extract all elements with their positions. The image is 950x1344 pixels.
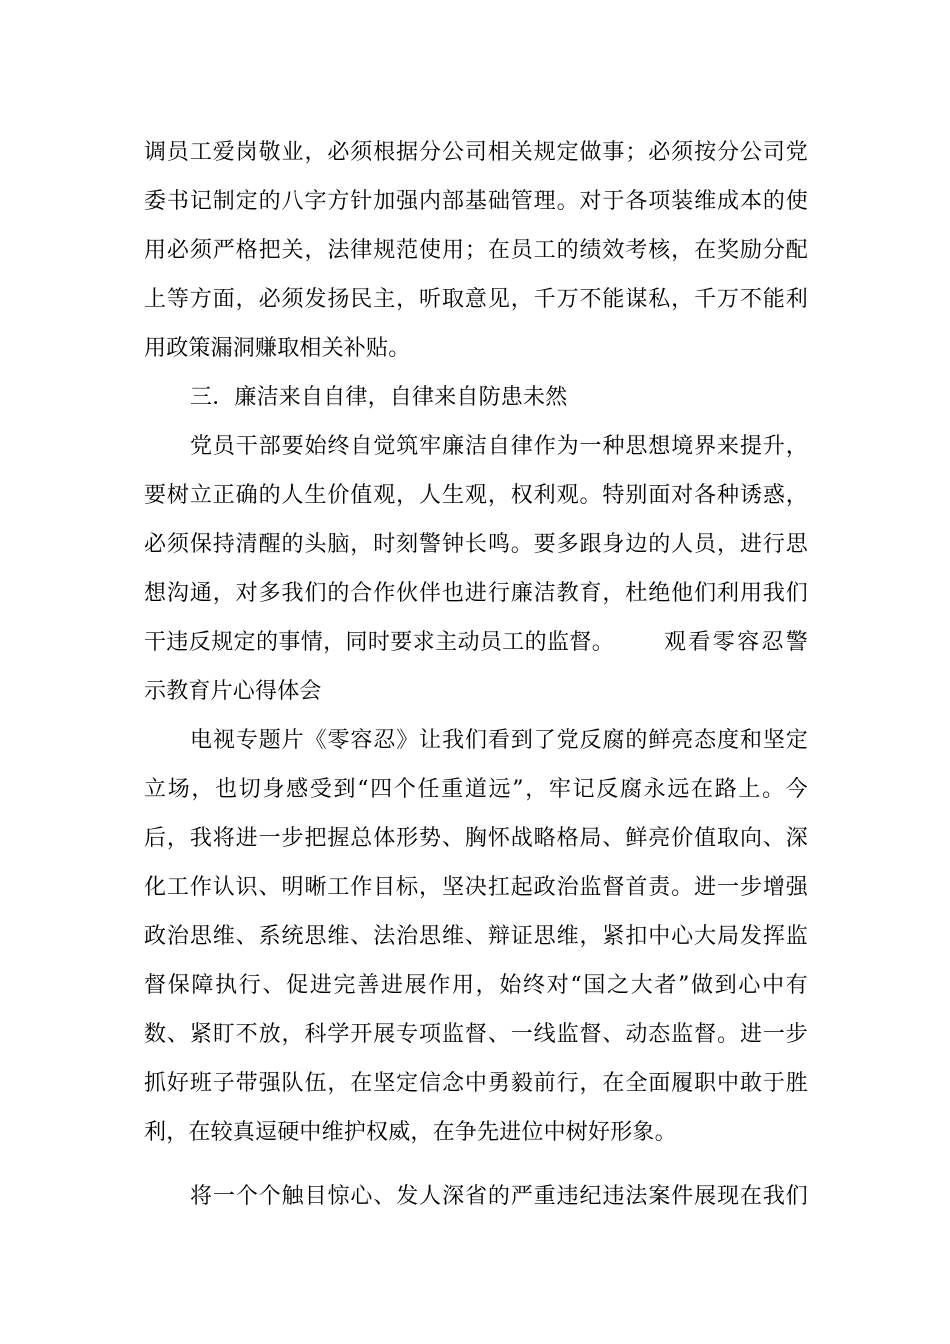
text-line: 抓好班子带强队伍，在坚定信念中勇毅前行，在全面履职中敢于胜 <box>144 1071 808 1096</box>
text-line: 后，我将进一步把握总体形势、胸怀战略格局、鲜亮价值取向、深 <box>144 826 808 851</box>
text-line: 政治思维、系统思维、法治思维、辩证思维，紧扣中心大局发挥监 <box>144 924 808 949</box>
text-line: 数、紧盯不放，科学开展专项监督、一线监督、动态监督。进一步 <box>144 1022 808 1047</box>
text-line: 用政策漏洞赚取相关补贴。 <box>144 336 411 361</box>
text-line: 要树立正确的人生价值观，人生观，权利观。特别面对各种诱惑， <box>144 483 808 508</box>
text-line: 必须保持清醒的头脑，时刻警钟长鸣。要多跟身边的人员，进行思 <box>144 532 808 557</box>
text-line: 调员工爱岗敬业，必须根据分公司相关规定做事；必须按分公司党 <box>144 140 808 165</box>
title-line: 示教育片心得体会 <box>144 679 322 704</box>
text-line: 电视专题片《零容忍》让我们看到了党反腐的鲜亮态度和坚定 <box>190 728 808 753</box>
text-line: 利，在较真逗硬中维护权威，在争先进位中树好形象。 <box>144 1120 677 1145</box>
title-segment: 观看零容忍警 <box>664 630 808 655</box>
section-heading: 三．廉洁来自自律，自律来自防患未然 <box>190 385 568 410</box>
text-line: 党员干部要始终自觉筑牢廉洁自律作为一种思想境界来提升， <box>190 434 808 459</box>
text-line: 化工作认识、明晰工作目标，坚决扛起政治监督首责。进一步增强 <box>144 875 808 900</box>
text-line: 用必须严格把关，法律规范使用；在员工的绩效考核，在奖励分配 <box>144 238 808 263</box>
text-line: 立场，也切身感受到“四个任重道远”，牢记反腐永远在路上。今 <box>144 777 808 802</box>
text-line: 督保障执行、促进完善进展作用，始终对“国之大者”做到心中有 <box>144 973 808 998</box>
text-line: 上等方面，必须发扬民主，听取意见，千万不能谋私，千万不能利 <box>144 287 808 312</box>
text-line: 委书记制定的八字方针加强内部基础管理。对于各项装维成本的使 <box>144 189 808 214</box>
text-line: 将一个个触目惊心、发人深省的严重违纪违法案件展现在我们 <box>190 1184 808 1209</box>
text-line <box>144 627 808 659</box>
text-line: 想沟通，对多我们的合作伙伴也进行廉洁教育，杜绝他们利用我们 <box>144 581 808 606</box>
text-segment: 干违反规定的事情，同时要求主动员工的监督。 <box>144 630 614 655</box>
